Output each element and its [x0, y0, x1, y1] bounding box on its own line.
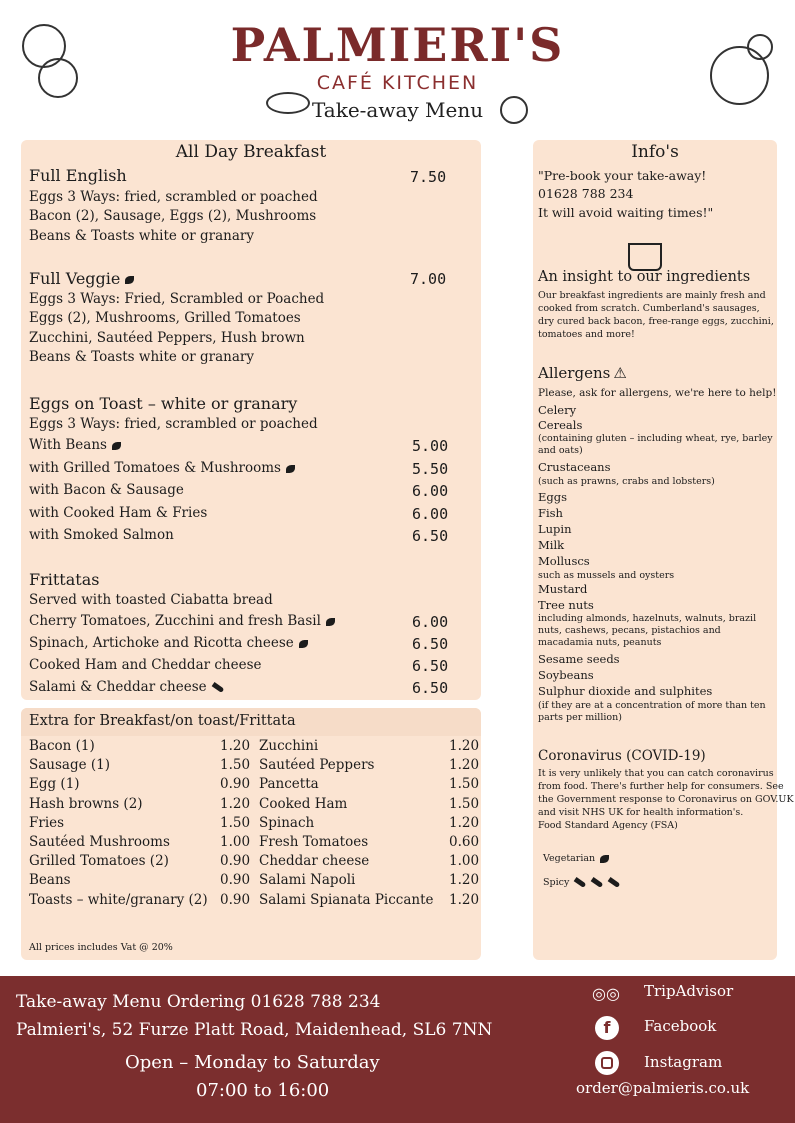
- allergen-item: Fish: [538, 506, 563, 520]
- allergen-item: Celery: [538, 403, 577, 417]
- insight-line: dry cured back bacon, free-range eggs, zucchini,: [538, 316, 774, 327]
- extra-left-name: Sautéed Mushrooms: [29, 834, 170, 850]
- brand-subtitle: CAFÉ KITCHEN: [316, 72, 479, 94]
- leaf-icon: [125, 276, 134, 284]
- insight-title: An insight to our ingredients: [538, 269, 751, 285]
- extra-right-price: 0.60: [449, 834, 480, 850]
- breakfast-title: All Day Breakfast: [175, 142, 327, 162]
- allergen-item: Eggs: [538, 490, 568, 504]
- extra-right-price: 1.20: [449, 738, 480, 754]
- extra-right-name: Fresh Tomatoes: [259, 834, 369, 850]
- extra-right-price: 1.20: [449, 892, 480, 908]
- allergen-item: Mustard: [538, 582, 588, 596]
- full-english-line: Beans & Toasts white or granary: [29, 228, 254, 244]
- insight-line: tomatoes and more!: [538, 329, 635, 340]
- allergen-note: including almonds, hazelnuts, walnuts, brazil nuts, cashews, pecans, pistachios and macadamia nuts, peanuts: [538, 613, 757, 648]
- instagram-link[interactable]: Instagram: [644, 1053, 723, 1071]
- allergen-note: (such as prawns, crabs and lobsters): [538, 476, 715, 487]
- extra-left-name: Sausage (1): [29, 757, 111, 773]
- frittata-item-price: 6.50: [412, 635, 449, 653]
- covid-line: the Government response to Coronavirus on GOV.UK: [538, 794, 794, 805]
- warning-icon: ⚠: [613, 364, 627, 382]
- extra-right-name: Salami Napoli: [259, 872, 356, 888]
- covid-line: from food. There's further help for consumers. See: [538, 781, 784, 792]
- frittata-item-name: Spinach, Artichoke and Ricotta cheese: [29, 635, 308, 651]
- prebook-line: It will avoid waiting times!": [538, 205, 714, 220]
- extra-left-price: 1.20: [220, 796, 251, 812]
- frittata-item-price: 6.50: [412, 657, 449, 675]
- full-veggie-line: Zucchini, Sautéed Peppers, Hush brown: [29, 330, 305, 346]
- extra-left-price: 0.90: [220, 892, 251, 908]
- extra-left-name: Fries: [29, 815, 65, 831]
- allergen-item: Cereals: [538, 418, 583, 432]
- allergen-item: Crustaceans: [538, 460, 611, 474]
- full-veggie-line: Eggs 3 Ways: Fried, Scrambled or Poached: [29, 291, 325, 307]
- insight-line: cooked from scratch. Cumberland's sausages,: [538, 303, 760, 314]
- frittata-item-name: Cherry Tomatoes, Zucchini and fresh Basil: [29, 613, 335, 629]
- extra-left-price: 0.90: [220, 853, 251, 869]
- full-veggie-price: 7.00: [410, 270, 447, 288]
- full-veggie-line: Eggs (2), Mushrooms, Grilled Tomatoes: [29, 310, 301, 326]
- prebook-phone: 01628 788 234: [538, 186, 634, 201]
- extra-right-price: 1.00: [449, 853, 480, 869]
- facebook-icon[interactable]: f: [595, 1016, 619, 1040]
- info-title: Info's: [631, 142, 679, 162]
- frittata-item-price: 6.50: [412, 679, 449, 697]
- extra-left-price: 1.50: [220, 815, 251, 831]
- covid-line: and visit NHS UK for health information's.: [538, 807, 744, 818]
- leaf-icon: [112, 442, 121, 450]
- leaf-icon: [286, 465, 295, 473]
- leaf-icon: [326, 618, 335, 626]
- extra-left-price: 1.20: [220, 738, 251, 754]
- extra-right-price: 1.20: [449, 815, 480, 831]
- footer: [0, 976, 795, 1123]
- full-english-line: Eggs 3 Ways: fried, scrambled or poached: [29, 189, 318, 205]
- allergen-note: (containing gluten – including wheat, rye, barley and oats): [538, 433, 773, 456]
- vat-note: All prices includes Vat @ 20%: [29, 942, 173, 953]
- chili-icon: [211, 682, 224, 693]
- tripadvisor-link[interactable]: TripAdvisor: [644, 982, 734, 1000]
- extra-left-price: 1.00: [220, 834, 251, 850]
- eggs-item-price: 6.00: [412, 505, 449, 523]
- full-english-price: 7.50: [410, 168, 447, 186]
- covid-line: It is very unlikely that you can catch coronavirus: [538, 768, 774, 779]
- allergens-title: Allergens ⚠: [538, 364, 627, 382]
- full-veggie-title: Full Veggie: [29, 269, 134, 288]
- footer-hours: 07:00 to 16:00: [196, 1080, 330, 1101]
- menu-title: Take-away Menu: [312, 98, 484, 122]
- extra-left-price: 0.90: [220, 776, 251, 792]
- frittata-item-name: Salami & Cheddar cheese: [29, 679, 224, 695]
- brand-title: PALMIERI'S: [230, 18, 565, 72]
- extra-right-name: Spinach: [259, 815, 315, 831]
- extra-right-price: 1.50: [449, 796, 480, 812]
- extra-right-name: Pancetta: [259, 776, 319, 792]
- footer-email[interactable]: order@palmieris.co.uk: [576, 1079, 750, 1097]
- leaf-icon: [299, 640, 308, 648]
- extra-right-name: Sautéed Peppers: [259, 757, 375, 773]
- facebook-link[interactable]: Facebook: [644, 1017, 717, 1035]
- extra-right-name: Cooked Ham: [259, 796, 348, 812]
- eggs-item-name: with Smoked Salmon: [29, 527, 174, 543]
- frittatas-intro: Served with toasted Ciabatta bread: [29, 592, 273, 608]
- legend-vegetarian: Vegetarian: [543, 853, 609, 864]
- allergen-item: Lupin: [538, 522, 572, 536]
- allergen-item: Molluscs: [538, 554, 590, 568]
- full-veggie-line: Beans & Toasts white or granary: [29, 349, 254, 365]
- extra-left-name: Hash browns (2): [29, 796, 143, 812]
- chili-icon: [608, 877, 621, 888]
- prebook-line: "Pre-book your take-away!: [538, 168, 707, 183]
- eggs-item-name: with Bacon & Sausage: [29, 482, 184, 498]
- extra-left-price: 1.50: [220, 757, 251, 773]
- food-plate-icon: [266, 92, 310, 114]
- extra-left-price: 0.90: [220, 872, 251, 888]
- extra-right-price: 1.50: [449, 776, 480, 792]
- extra-right-name: Zucchini: [259, 738, 319, 754]
- full-english-title: Full English: [29, 166, 127, 185]
- extras-title: Extra for Breakfast/on toast/Frittata: [29, 713, 296, 729]
- legend-spicy: Spicy: [543, 877, 620, 888]
- food-plate-icon: [500, 96, 528, 124]
- basket-icon: [628, 243, 662, 271]
- footer-open: Open – Monday to Saturday: [125, 1052, 380, 1073]
- extra-left-name: Grilled Tomatoes (2): [29, 853, 169, 869]
- eggs-on-toast-intro: Eggs 3 Ways: fried, scrambled or poached: [29, 416, 318, 432]
- allergen-note: (if they are at a concentration of more than ten parts per million): [538, 700, 766, 723]
- eggs-item-price: 6.50: [412, 527, 449, 545]
- allergen-note: such as mussels and oysters: [538, 570, 675, 581]
- allergen-item: Milk: [538, 538, 565, 552]
- extra-left-name: Bacon (1): [29, 738, 95, 754]
- extra-right-price: 1.20: [449, 872, 480, 888]
- footer-address: Palmieri's, 52 Furze Platt Road, Maidenhead, SL6 7NN: [16, 1020, 493, 1040]
- insight-line: Our breakfast ingredients are mainly fresh and: [538, 290, 766, 301]
- instagram-icon-lens: [601, 1057, 613, 1069]
- eggs-item-name: With Beans: [29, 437, 121, 453]
- eggs-item-price: 5.00: [412, 437, 449, 455]
- chili-icon: [591, 877, 604, 888]
- full-english-line: Bacon (2), Sausage, Eggs (2), Mushrooms: [29, 208, 317, 224]
- extra-left-name: Egg (1): [29, 776, 80, 792]
- allergen-item: Sulphur dioxide and sulphites: [538, 684, 713, 698]
- eggs-item-price: 5.50: [412, 460, 449, 478]
- footer-ordering: Take-away Menu Ordering 01628 788 234: [16, 992, 381, 1012]
- extra-left-name: Toasts – white/granary (2): [29, 892, 208, 908]
- leaf-icon: [600, 855, 609, 863]
- frittata-item-price: 6.00: [412, 613, 449, 631]
- extra-right-price: 1.20: [449, 757, 480, 773]
- eggs-item-name: with Grilled Tomatoes & Mushrooms: [29, 460, 295, 476]
- allergen-item: Sesame seeds: [538, 652, 620, 666]
- eggs-on-toast-title: Eggs on Toast – white or granary: [29, 394, 298, 413]
- eggs-item-price: 6.00: [412, 482, 449, 500]
- covid-title: Coronavirus (COVID-19): [538, 748, 706, 764]
- tripadvisor-icon[interactable]: ◎◎: [592, 984, 620, 1003]
- allergens-intro: Please, ask for allergens, we're here to help!: [538, 387, 777, 399]
- frittata-item-name: Cooked Ham and Cheddar cheese: [29, 657, 262, 673]
- allergen-item: Tree nuts: [538, 598, 594, 612]
- frittatas-title: Frittatas: [29, 570, 100, 589]
- extra-right-name: Salami Spianata Piccante: [259, 892, 434, 908]
- covid-line: Food Standard Agency (FSA): [538, 820, 678, 831]
- allergen-item: Soybeans: [538, 668, 594, 682]
- eggs-item-name: with Cooked Ham & Fries: [29, 505, 208, 521]
- chili-icon: [574, 877, 587, 888]
- extra-left-name: Beans: [29, 872, 71, 888]
- extra-right-name: Cheddar cheese: [259, 853, 370, 869]
